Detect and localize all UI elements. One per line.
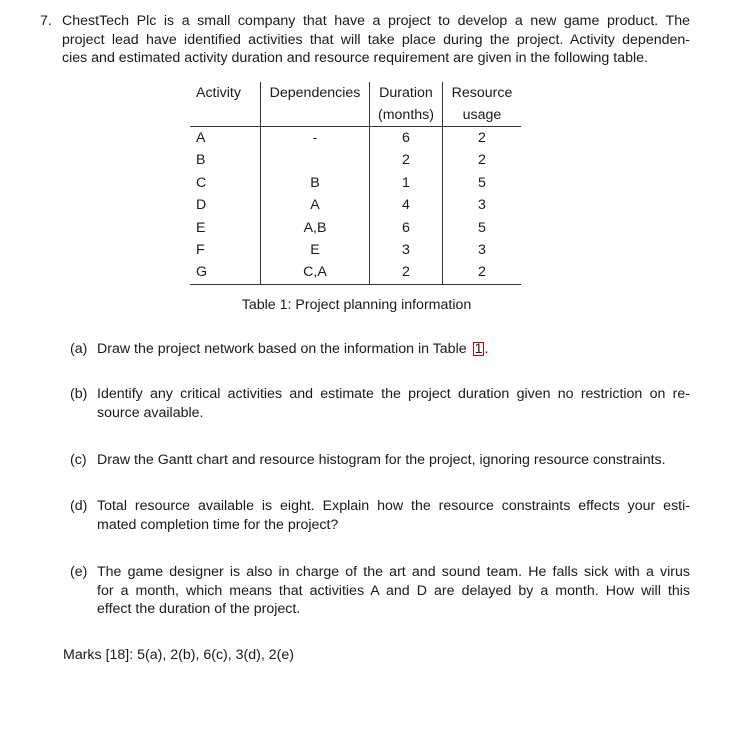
cell-dependencies: - [261,127,370,150]
part-c-label: (c) [70,452,87,468]
table-row [190,127,521,150]
part-e-line-3: effect the duration of the project. [97,601,301,617]
part-d-label: (d) [70,498,88,514]
cell-duration: 3 [370,239,443,261]
part-a-end: . [484,341,489,357]
question-intro [62,12,690,68]
part-e-line-2: for a month, which means that activities A and D are delayed by a month. How will this [97,582,690,599]
cell-dependencies: B [261,172,370,194]
cell-resource: 2 [443,261,522,284]
cell-duration: 2 [370,261,443,284]
part-d-text [97,497,690,534]
table-row [190,172,521,194]
header-activity: Activity [190,82,261,104]
intro-line-2: project lead have identified activities that will take place during the project. Activity dependen- [62,31,690,48]
part-a-text [97,340,690,359]
part-c [70,451,690,470]
header-duration: Duration [370,82,443,104]
cell-resource: 2 [478,129,486,146]
header-resource: Resource [451,84,513,101]
marks-allocation: Marks [18]: 5(a), 2(b), 6(c), 3(d), 2(e) [63,647,294,663]
header-resource-sub: usage [443,104,522,127]
part-e-label: (e) [70,564,88,580]
part-e [70,563,690,619]
table-row [190,194,521,216]
header-dependencies: Dependencies [261,82,370,104]
part-b-line-1: Identify any critical activities and estimate the project duration given no restriction on re- [97,386,690,402]
table-row [190,217,521,239]
cell-activity: D [190,194,261,216]
cell-duration: 6 [370,217,443,239]
cell-activity: E [190,217,261,239]
cell-duration: 1 [370,172,443,194]
table-row [190,239,521,261]
part-b-text [97,385,690,422]
cell-resource: 5 [478,174,486,191]
part-b-label: (b) [70,386,88,402]
part-a-body: Draw the project network based on the information in Table [97,341,467,357]
cell-resource: 3 [478,241,486,258]
table-row [190,261,521,284]
header-dependencies-blank [261,104,370,127]
cell-activity: F [190,239,261,261]
part-e-text [97,563,690,619]
table-caption: Table 1: Project planning information [241,297,472,313]
table-reference-link[interactable]: 1 [474,341,483,357]
header-activity-blank [190,104,261,127]
cell-resource: 2 [478,152,486,169]
part-b-line-2: source available. [97,404,204,421]
cell-activity: A [190,127,261,150]
cell-activity: B [190,149,261,171]
question-number: 7. [40,13,52,29]
cell-duration: 6 [370,127,443,150]
cell-resource: 3 [478,197,486,214]
cell-activity: G [190,261,261,284]
cell-resource: 5 [478,219,486,236]
cell-dependencies: E [261,239,370,261]
question-7 [40,12,690,68]
cell-dependencies: C,A [261,261,370,284]
cell-dependencies [261,149,370,171]
intro-line-1: ChestTech Plc is a small company that have a project to develop a new game product. The [62,13,690,29]
part-c-text: Draw the Gantt chart and resource histogram for the project, ignoring resource constraints. [97,452,666,468]
table-row [190,149,521,171]
cell-duration: 2 [370,149,443,171]
cell-dependencies: A,B [261,217,370,239]
part-b [70,385,690,422]
cell-dependencies: A [261,194,370,216]
cell-duration: 4 [370,194,443,216]
cell-activity: C [190,172,261,194]
part-d-line-1: Total resource available is eight. Explain how the resource constraints effects your esti- [97,498,690,514]
part-d-line-2: mated completion time for the project? [97,516,339,533]
part-a-label: (a) [70,341,88,357]
intro-line-3: cies and estimated activity duration and resource requirement are given in the following table. [62,50,648,66]
part-e-line-1: The game designer is also in charge of the art and sound team. He falls sick with a virus [97,564,690,580]
part-d [70,497,690,534]
header-duration-unit: (months) [370,104,443,127]
part-a [70,340,690,359]
project-table [190,82,521,285]
